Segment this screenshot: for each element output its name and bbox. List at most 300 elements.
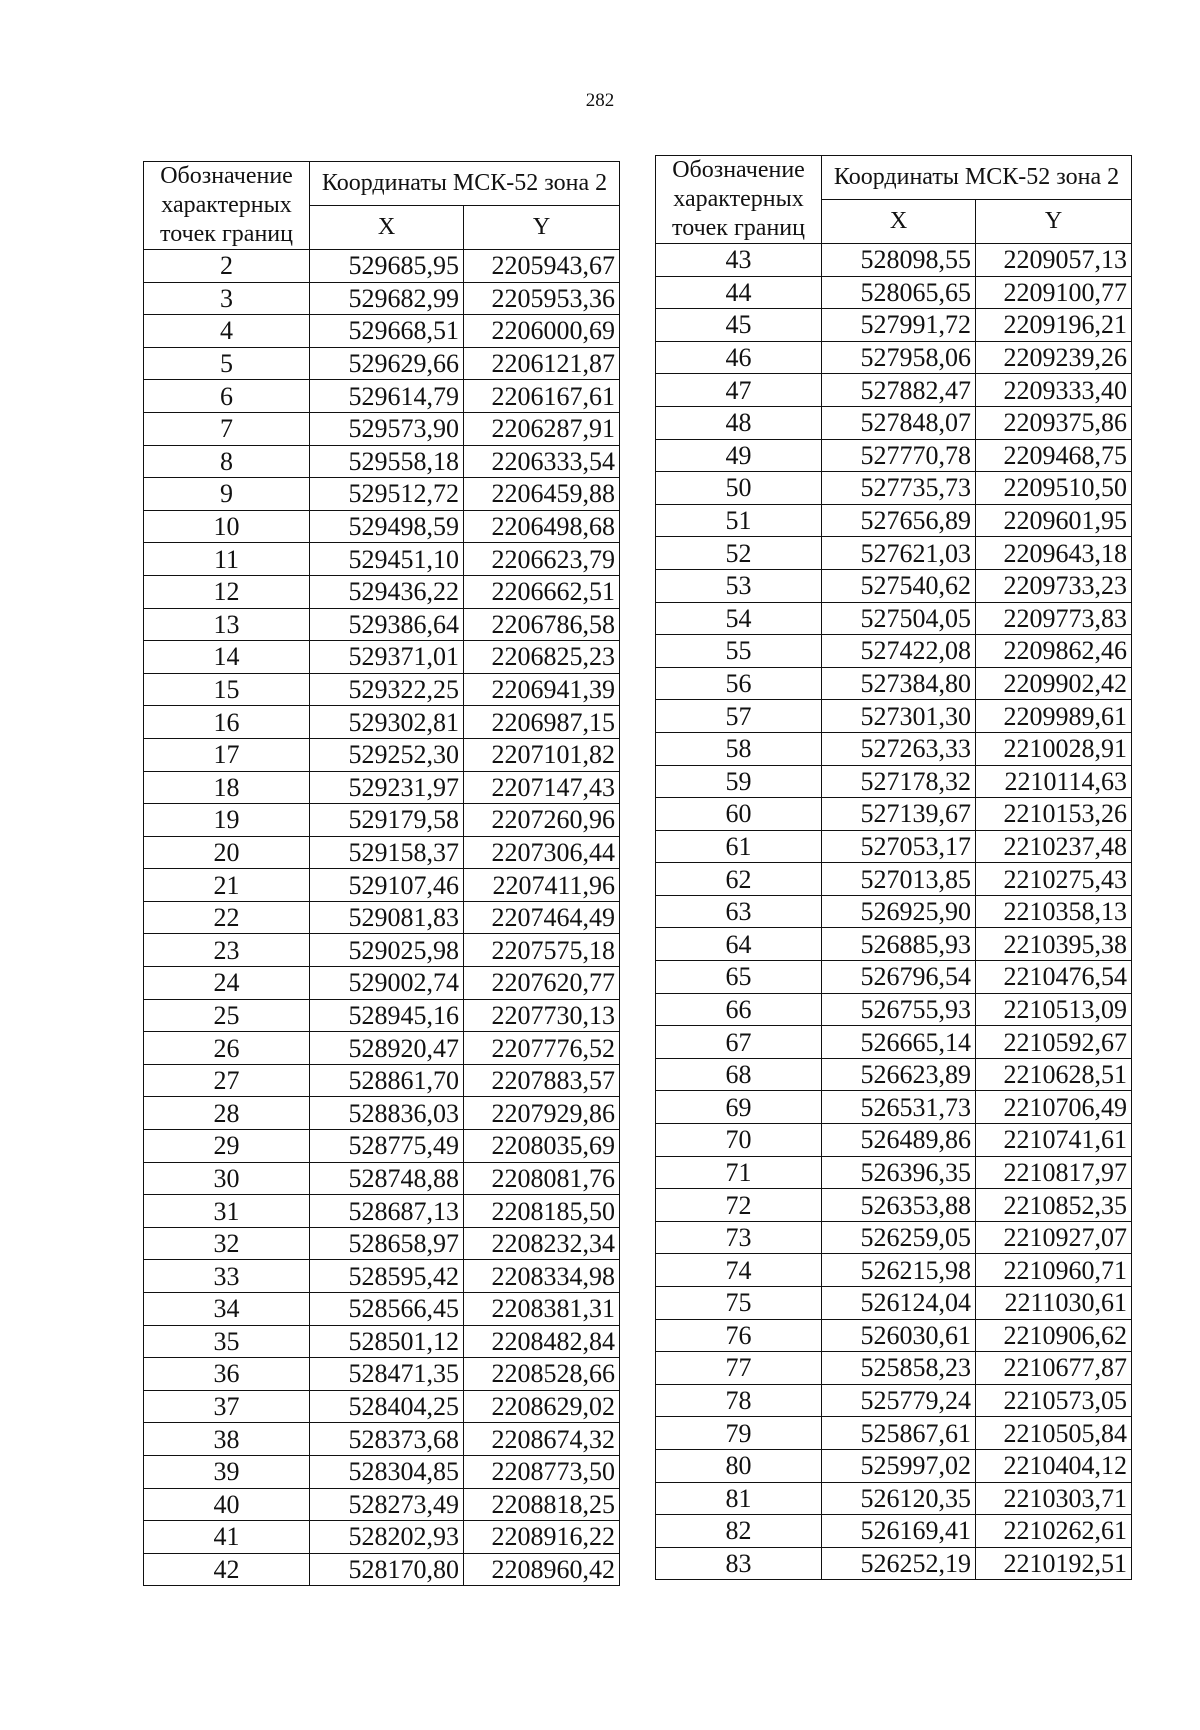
point-number-cell: 74 [656,1254,822,1287]
table-row [656,1352,1132,1385]
table-row [656,830,1132,863]
x-coordinate-cell: 527301,30 [822,700,976,733]
table-row [144,1195,620,1228]
table-row [656,569,1132,602]
x-coordinate-cell: 526259,05 [822,1221,976,1254]
y-coordinate-cell: 2207464,49 [464,901,620,934]
x-coordinate-cell: 528373,68 [310,1423,464,1456]
table-row [656,276,1132,309]
point-number-cell: 81 [656,1482,822,1515]
x-coordinate-cell: 529685,95 [310,250,464,283]
y-coordinate-cell: 2209862,46 [976,635,1132,668]
y-coordinate-cell: 2210592,67 [976,1026,1132,1059]
table-row [144,641,620,674]
y-coordinate-cell: 2206498,68 [464,510,620,543]
y-coordinate-cell: 2209196,21 [976,309,1132,342]
y-coordinate-cell: 2206000,69 [464,315,620,348]
point-number-cell: 27 [144,1064,310,1097]
table-row [656,798,1132,831]
table-row [656,635,1132,668]
x-coordinate-cell: 526124,04 [822,1287,976,1320]
x-coordinate-cell: 527178,32 [822,765,976,798]
point-number-cell: 45 [656,309,822,342]
table-row [656,1156,1132,1189]
point-number-cell: 30 [144,1162,310,1195]
point-number-cell: 51 [656,504,822,537]
y-coordinate-cell: 2207929,86 [464,1097,620,1130]
y-coordinate-cell: 2210573,05 [976,1384,1132,1417]
y-coordinate-cell: 2209375,86 [976,406,1132,439]
table-row [656,1319,1132,1352]
x-coordinate-cell: 526665,14 [822,1026,976,1059]
point-designation-header: Обозначение характерных точек границ [656,156,822,244]
x-coordinate-cell: 529025,98 [310,934,464,967]
x-coordinate-cell: 525997,02 [822,1449,976,1482]
y-coordinate-cell: 2208381,31 [464,1293,620,1326]
x-coordinate-cell: 527621,03 [822,537,976,570]
x-column-header: X [310,206,464,250]
y-coordinate-cell: 2206987,15 [464,706,620,739]
table-row [656,244,1132,277]
x-coordinate-cell: 526925,90 [822,895,976,928]
x-coordinate-cell: 529512,72 [310,478,464,511]
point-number-cell: 26 [144,1032,310,1065]
point-number-cell: 50 [656,472,822,505]
y-coordinate-cell: 2211030,61 [976,1287,1132,1320]
y-coordinate-cell: 2206121,87 [464,347,620,380]
x-coordinate-cell: 526353,88 [822,1189,976,1222]
x-coordinate-cell: 526030,61 [822,1319,976,1352]
x-coordinate-cell: 528471,35 [310,1358,464,1391]
x-coordinate-cell: 527882,47 [822,374,976,407]
y-column-header: Y [464,206,620,250]
table-row [656,1482,1132,1515]
point-number-cell: 59 [656,765,822,798]
y-coordinate-cell: 2207575,18 [464,934,620,967]
point-number-cell: 62 [656,863,822,896]
point-number-cell: 80 [656,1449,822,1482]
x-coordinate-cell: 529573,90 [310,412,464,445]
x-coordinate-cell: 528501,12 [310,1325,464,1358]
table-row [656,1026,1132,1059]
table-row [656,1189,1132,1222]
table-row [656,1547,1132,1580]
y-coordinate-cell: 2208482,84 [464,1325,620,1358]
y-coordinate-cell: 2210513,09 [976,993,1132,1026]
table-row [144,608,620,641]
y-coordinate-cell: 2209773,83 [976,602,1132,635]
table-row [656,1515,1132,1548]
x-coordinate-cell: 528202,93 [310,1521,464,1554]
point-number-cell: 63 [656,895,822,928]
point-number-cell: 7 [144,412,310,445]
y-coordinate-cell: 2207730,13 [464,999,620,1032]
point-number-cell: 71 [656,1156,822,1189]
y-coordinate-cell: 2205953,36 [464,282,620,315]
point-number-cell: 68 [656,1058,822,1091]
table-row [144,869,620,902]
table-row [656,1449,1132,1482]
x-coordinate-cell: 527991,72 [822,309,976,342]
y-coordinate-cell: 2208081,76 [464,1162,620,1195]
point-number-cell: 58 [656,732,822,765]
x-coordinate-cell: 529451,10 [310,543,464,576]
x-coordinate-cell: 527656,89 [822,504,976,537]
table-row [144,738,620,771]
point-number-cell: 65 [656,961,822,994]
table-row [144,1227,620,1260]
y-coordinate-cell: 2210927,07 [976,1221,1132,1254]
x-coordinate-cell: 525858,23 [822,1352,976,1385]
point-number-cell: 56 [656,667,822,700]
x-coordinate-cell: 528595,42 [310,1260,464,1293]
table-row [144,1064,620,1097]
y-coordinate-cell: 2207306,44 [464,836,620,869]
y-coordinate-cell: 2208035,69 [464,1130,620,1163]
y-coordinate-cell: 2207101,82 [464,738,620,771]
y-coordinate-cell: 2206786,58 [464,608,620,641]
table-row [144,1390,620,1423]
coordinates-header: Координаты МСК-52 зона 2 [310,162,620,206]
y-coordinate-cell: 2208674,32 [464,1423,620,1456]
x-coordinate-cell: 526169,41 [822,1515,976,1548]
coordinates-table-right [655,155,1132,1580]
point-number-cell: 6 [144,380,310,413]
table-row [144,543,620,576]
point-number-cell: 54 [656,602,822,635]
y-coordinate-cell: 2206459,88 [464,478,620,511]
table-row [656,374,1132,407]
y-coordinate-cell: 2209100,77 [976,276,1132,309]
x-coordinate-cell: 528945,16 [310,999,464,1032]
y-coordinate-cell: 2206623,79 [464,543,620,576]
coordinates-header: Координаты МСК-52 зона 2 [822,156,1132,200]
point-number-cell: 35 [144,1325,310,1358]
point-number-cell: 78 [656,1384,822,1417]
point-number-cell: 53 [656,569,822,602]
coordinates-table-left [143,161,620,1586]
point-number-cell: 75 [656,1287,822,1320]
point-number-cell: 18 [144,771,310,804]
x-coordinate-cell: 526396,35 [822,1156,976,1189]
x-coordinate-cell: 528170,80 [310,1553,464,1586]
y-coordinate-cell: 2210358,13 [976,895,1132,928]
y-coordinate-cell: 2206941,39 [464,673,620,706]
table-row [656,961,1132,994]
y-coordinate-cell: 2210395,38 [976,928,1132,961]
table-row [656,439,1132,472]
x-coordinate-cell: 529371,01 [310,641,464,674]
y-coordinate-cell: 2210741,61 [976,1124,1132,1157]
point-number-cell: 82 [656,1515,822,1548]
x-coordinate-cell: 527735,73 [822,472,976,505]
y-coordinate-cell: 2207776,52 [464,1032,620,1065]
y-coordinate-cell: 2206167,61 [464,380,620,413]
y-coordinate-cell: 2209468,75 [976,439,1132,472]
y-coordinate-cell: 2209601,95 [976,504,1132,537]
table-row [144,673,620,706]
x-coordinate-cell: 529668,51 [310,315,464,348]
page-number: 282 [585,90,615,111]
x-coordinate-cell: 526215,98 [822,1254,976,1287]
point-number-cell: 23 [144,934,310,967]
point-number-cell: 43 [656,244,822,277]
point-number-cell: 38 [144,1423,310,1456]
y-coordinate-cell: 2210677,87 [976,1352,1132,1385]
table-row [144,478,620,511]
x-coordinate-cell: 528065,65 [822,276,976,309]
point-number-cell: 2 [144,250,310,283]
y-coordinate-cell: 2208528,66 [464,1358,620,1391]
y-coordinate-cell: 2205943,67 [464,250,620,283]
table-row [656,863,1132,896]
x-coordinate-cell: 526885,93 [822,928,976,961]
table-row [144,934,620,967]
table-row [144,1521,620,1554]
point-number-cell: 47 [656,374,822,407]
x-coordinate-cell: 528273,49 [310,1488,464,1521]
table-row [144,412,620,445]
x-coordinate-cell: 529252,30 [310,738,464,771]
y-coordinate-cell: 2210404,12 [976,1449,1132,1482]
point-number-cell: 22 [144,901,310,934]
point-number-cell: 31 [144,1195,310,1228]
x-coordinate-cell: 527504,05 [822,602,976,635]
y-coordinate-cell: 2210706,49 [976,1091,1132,1124]
point-number-cell: 10 [144,510,310,543]
y-column-header: Y [976,200,1132,244]
table-row [656,765,1132,798]
x-coordinate-cell: 529436,22 [310,575,464,608]
table-row [144,1488,620,1521]
table-row [656,1221,1132,1254]
point-number-cell: 64 [656,928,822,961]
x-coordinate-cell: 526252,19 [822,1547,976,1580]
table-row [656,1417,1132,1450]
table-row [144,1455,620,1488]
x-coordinate-cell: 526531,73 [822,1091,976,1124]
x-coordinate-cell: 526623,89 [822,1058,976,1091]
x-coordinate-cell: 528404,25 [310,1390,464,1423]
table-row [656,309,1132,342]
y-coordinate-cell: 2206333,54 [464,445,620,478]
y-coordinate-cell: 2208185,50 [464,1195,620,1228]
x-coordinate-cell: 529386,64 [310,608,464,641]
x-coordinate-cell: 527540,62 [822,569,976,602]
point-number-cell: 37 [144,1390,310,1423]
y-coordinate-cell: 2208629,02 [464,1390,620,1423]
y-coordinate-cell: 2208232,34 [464,1227,620,1260]
x-coordinate-cell: 529682,99 [310,282,464,315]
point-number-cell: 12 [144,575,310,608]
x-column-header: X [822,200,976,244]
x-coordinate-cell: 525779,24 [822,1384,976,1417]
table-row [656,700,1132,733]
y-coordinate-cell: 2209643,18 [976,537,1132,570]
table-row [144,1130,620,1163]
y-coordinate-cell: 2210628,51 [976,1058,1132,1091]
table-row [656,472,1132,505]
x-coordinate-cell: 529498,59 [310,510,464,543]
y-coordinate-cell: 2206825,23 [464,641,620,674]
point-number-cell: 52 [656,537,822,570]
point-number-cell: 3 [144,282,310,315]
y-coordinate-cell: 2210192,51 [976,1547,1132,1580]
point-number-cell: 49 [656,439,822,472]
point-number-cell: 33 [144,1260,310,1293]
point-number-cell: 17 [144,738,310,771]
x-coordinate-cell: 526755,93 [822,993,976,1026]
x-coordinate-cell: 527384,80 [822,667,976,700]
table-row [144,1325,620,1358]
x-coordinate-cell: 529614,79 [310,380,464,413]
x-coordinate-cell: 527053,17 [822,830,976,863]
point-number-cell: 19 [144,804,310,837]
table-row [144,1162,620,1195]
point-number-cell: 24 [144,967,310,1000]
point-number-cell: 8 [144,445,310,478]
y-coordinate-cell: 2208916,22 [464,1521,620,1554]
x-coordinate-cell: 529629,66 [310,347,464,380]
y-coordinate-cell: 2208960,42 [464,1553,620,1586]
y-coordinate-cell: 2210476,54 [976,961,1132,994]
y-coordinate-cell: 2207620,77 [464,967,620,1000]
y-coordinate-cell: 2208818,25 [464,1488,620,1521]
table-row [144,804,620,837]
x-coordinate-cell: 529081,83 [310,901,464,934]
point-number-cell: 73 [656,1221,822,1254]
y-coordinate-cell: 2209333,40 [976,374,1132,407]
x-coordinate-cell: 525867,61 [822,1417,976,1450]
point-number-cell: 77 [656,1352,822,1385]
x-coordinate-cell: 528098,55 [822,244,976,277]
table-row [656,537,1132,570]
table-row [144,250,620,283]
x-coordinate-cell: 527263,33 [822,732,976,765]
y-coordinate-cell: 2209902,42 [976,667,1132,700]
point-number-cell: 4 [144,315,310,348]
x-coordinate-cell: 528775,49 [310,1130,464,1163]
y-coordinate-cell: 2209989,61 [976,700,1132,733]
table-row [656,1091,1132,1124]
point-number-cell: 15 [144,673,310,706]
x-coordinate-cell: 527013,85 [822,863,976,896]
table-row [656,504,1132,537]
y-coordinate-cell: 2210114,63 [976,765,1132,798]
table-row [144,706,620,739]
point-number-cell: 57 [656,700,822,733]
y-coordinate-cell: 2210262,61 [976,1515,1132,1548]
y-coordinate-cell: 2208773,50 [464,1455,620,1488]
y-coordinate-cell: 2210237,48 [976,830,1132,863]
table-row [656,993,1132,1026]
x-coordinate-cell: 528836,03 [310,1097,464,1130]
y-coordinate-cell: 2210852,35 [976,1189,1132,1222]
point-number-cell: 39 [144,1455,310,1488]
y-coordinate-cell: 2210028,91 [976,732,1132,765]
table-row [144,1553,620,1586]
x-coordinate-cell: 529107,46 [310,869,464,902]
x-coordinate-cell: 527139,67 [822,798,976,831]
x-coordinate-cell: 528566,45 [310,1293,464,1326]
point-number-cell: 5 [144,347,310,380]
table-row [144,967,620,1000]
table-row [656,1124,1132,1157]
table-row [144,510,620,543]
point-number-cell: 76 [656,1319,822,1352]
x-coordinate-cell: 528687,13 [310,1195,464,1228]
table-row [656,928,1132,961]
x-coordinate-cell: 527958,06 [822,341,976,374]
x-coordinate-cell: 529002,74 [310,967,464,1000]
table-row [656,1254,1132,1287]
y-coordinate-cell: 2209510,50 [976,472,1132,505]
point-number-cell: 28 [144,1097,310,1130]
y-coordinate-cell: 2210275,43 [976,863,1132,896]
point-number-cell: 32 [144,1227,310,1260]
x-coordinate-cell: 527770,78 [822,439,976,472]
point-number-cell: 13 [144,608,310,641]
point-number-cell: 66 [656,993,822,1026]
table-row [144,575,620,608]
x-coordinate-cell: 526796,54 [822,961,976,994]
y-coordinate-cell: 2210505,84 [976,1417,1132,1450]
point-number-cell: 14 [144,641,310,674]
table-row [656,1058,1132,1091]
point-number-cell: 48 [656,406,822,439]
y-coordinate-cell: 2209733,23 [976,569,1132,602]
point-number-cell: 61 [656,830,822,863]
table-row [144,1032,620,1065]
point-number-cell: 69 [656,1091,822,1124]
x-coordinate-cell: 529179,58 [310,804,464,837]
point-number-cell: 42 [144,1553,310,1586]
table-row [144,1097,620,1130]
point-number-cell: 29 [144,1130,310,1163]
table-row [144,1423,620,1456]
x-coordinate-cell: 526489,86 [822,1124,976,1157]
x-coordinate-cell: 526120,35 [822,1482,976,1515]
y-coordinate-cell: 2210960,71 [976,1254,1132,1287]
table-row [144,1358,620,1391]
table-row [656,1287,1132,1320]
point-number-cell: 79 [656,1417,822,1450]
table-row [144,347,620,380]
table-row [144,771,620,804]
y-coordinate-cell: 2209239,26 [976,341,1132,374]
y-coordinate-cell: 2208334,98 [464,1260,620,1293]
table-row [144,380,620,413]
y-coordinate-cell: 2210906,62 [976,1319,1132,1352]
y-coordinate-cell: 2207883,57 [464,1064,620,1097]
point-number-cell: 36 [144,1358,310,1391]
table-row [144,445,620,478]
point-number-cell: 41 [144,1521,310,1554]
y-coordinate-cell: 2210817,97 [976,1156,1132,1189]
table-row [656,732,1132,765]
y-coordinate-cell: 2206287,91 [464,412,620,445]
y-coordinate-cell: 2207260,96 [464,804,620,837]
point-number-cell: 70 [656,1124,822,1157]
point-designation-header: Обозначение характерных точек границ [144,162,310,250]
point-number-cell: 21 [144,869,310,902]
table-row [144,836,620,869]
x-coordinate-cell: 529558,18 [310,445,464,478]
x-coordinate-cell: 528658,97 [310,1227,464,1260]
table-row [144,1260,620,1293]
x-coordinate-cell: 528304,85 [310,1455,464,1488]
table-row [656,602,1132,635]
